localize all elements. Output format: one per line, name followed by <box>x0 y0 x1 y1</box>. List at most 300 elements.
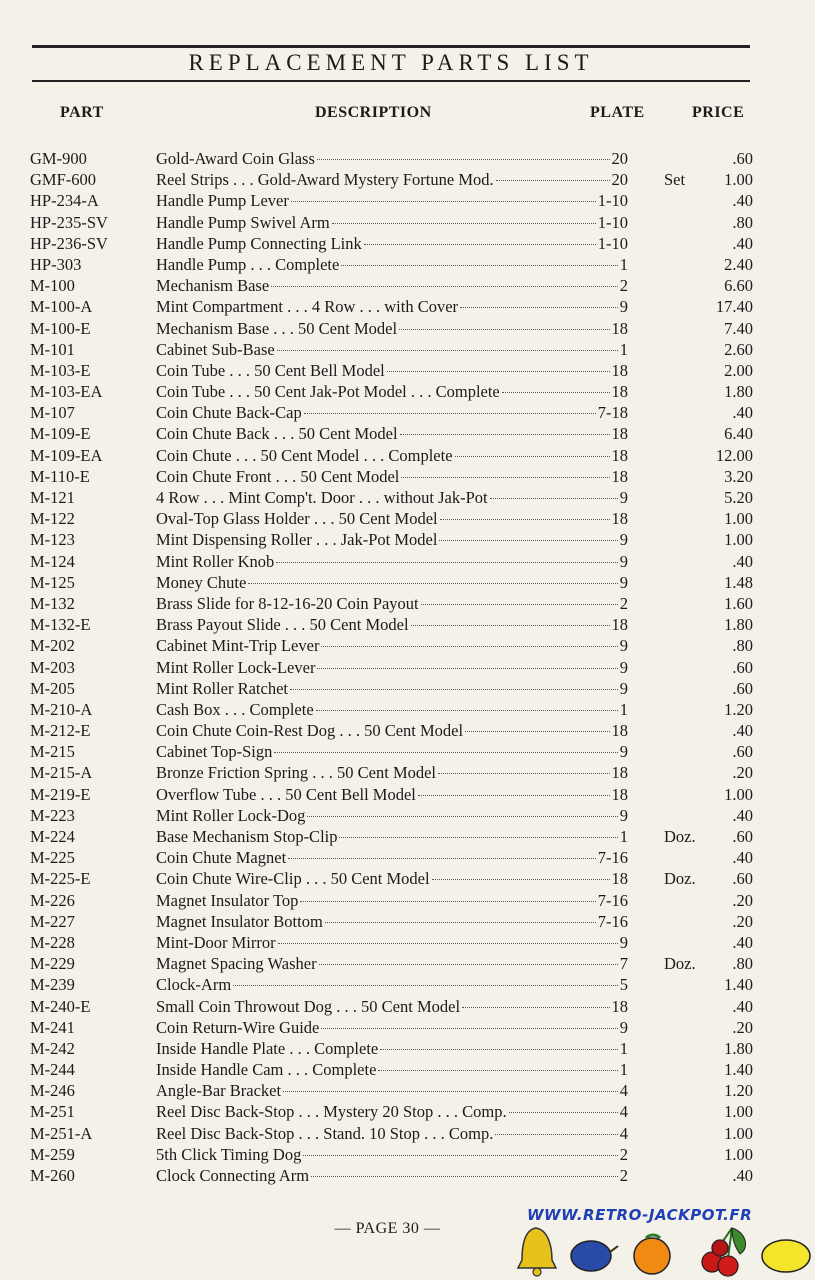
plate-number: 4 <box>619 1081 628 1101</box>
part-number: M-251-A <box>30 1123 93 1143</box>
description: Coin Chute Front . . . 50 Cent Model <box>156 466 400 486</box>
description-cell <box>156 847 628 868</box>
plate-number: 1 <box>619 699 628 719</box>
price: 1.00 <box>724 784 753 804</box>
price: .40 <box>732 932 753 952</box>
description: Angle-Bar Bracket <box>156 1081 282 1101</box>
table-row <box>0 974 815 995</box>
plate-number: 2 <box>619 1166 628 1185</box>
plate-number: 2 <box>619 276 628 296</box>
table-row <box>0 1038 815 1059</box>
description-cell <box>156 190 628 211</box>
plate-number: 9 <box>619 657 628 677</box>
plate-number: 1 <box>619 254 628 274</box>
part-number: M-122 <box>30 509 75 529</box>
table-row <box>0 1017 815 1038</box>
table-row <box>0 148 815 169</box>
table-row <box>0 318 815 339</box>
plate-number: 18 <box>611 318 628 338</box>
dot-leader <box>317 159 610 160</box>
description-cell <box>156 762 628 783</box>
top-rule <box>32 45 750 48</box>
price: .20 <box>732 1017 753 1037</box>
plate-number: 1-10 <box>597 191 628 211</box>
plate-number: 9 <box>619 742 628 762</box>
plate-number: 9 <box>619 297 628 317</box>
dot-leader <box>490 498 618 499</box>
part-number: M-244 <box>30 1060 75 1080</box>
description: Brass Payout Slide . . . 50 Cent Model <box>156 615 409 635</box>
part-number: M-224 <box>30 827 75 846</box>
plate-number: 9 <box>619 805 628 825</box>
dot-leader <box>339 837 617 838</box>
dot-leader <box>317 668 617 669</box>
dot-leader <box>364 244 596 245</box>
price: .80 <box>732 212 753 232</box>
part-number: M-123 <box>30 530 75 550</box>
table-row <box>0 868 815 889</box>
price: 1.40 <box>724 975 753 995</box>
description: Magnet Insulator Bottom <box>156 911 323 931</box>
table-row <box>0 911 815 932</box>
plate-number: 18 <box>611 996 628 1016</box>
part-number: M-215-A <box>30 763 93 783</box>
dot-leader <box>400 434 610 435</box>
dot-leader <box>411 625 610 626</box>
plate-number: 18 <box>611 869 628 889</box>
orange-icon <box>634 1235 670 1274</box>
table-row <box>0 360 815 381</box>
column-header-price: PRICE <box>692 104 745 121</box>
price: .20 <box>732 911 753 931</box>
description: 5th Click Timing Dog <box>156 1144 302 1164</box>
description-cell <box>156 318 628 339</box>
plate-number: 1 <box>619 1038 628 1058</box>
table-row <box>0 275 815 296</box>
dot-leader <box>300 901 595 902</box>
description: Clock Connecting Arm <box>156 1166 310 1185</box>
table-row <box>0 190 815 211</box>
dot-leader <box>283 1091 618 1092</box>
dot-leader <box>341 265 617 266</box>
description: Cabinet Sub-Base <box>156 339 275 359</box>
description-cell <box>156 741 628 762</box>
dot-leader <box>401 477 609 478</box>
description-cell <box>156 339 628 360</box>
plate-number: 9 <box>619 1017 628 1037</box>
price: .80 <box>732 954 753 974</box>
plate-number: 18 <box>611 784 628 804</box>
table-row <box>0 445 815 466</box>
description: Oval-Top Glass Holder . . . 50 Cent Model <box>156 509 438 529</box>
description: Handle Pump . . . Complete <box>156 254 340 274</box>
description: Cabinet Mint-Trip Lever <box>156 636 320 656</box>
part-number: M-100-E <box>30 318 91 338</box>
plate-number: 2 <box>619 593 628 613</box>
description: Mint Compartment . . . 4 Row . . . with Cover <box>156 297 459 317</box>
price: .40 <box>732 721 753 741</box>
table-row <box>0 847 815 868</box>
description-cell <box>156 212 628 233</box>
plate-number: 20 <box>611 170 628 190</box>
table-row <box>0 487 815 508</box>
cherries-icon <box>702 1228 746 1276</box>
dot-leader <box>502 392 610 393</box>
dot-leader <box>278 943 618 944</box>
price: .60 <box>732 742 753 762</box>
description-cell <box>156 868 628 889</box>
part-number: M-103-EA <box>30 382 103 402</box>
part-number: M-259 <box>30 1144 75 1164</box>
price: 1.00 <box>724 509 753 529</box>
table-row <box>0 572 815 593</box>
table-row <box>0 529 815 550</box>
description-cell <box>156 381 628 402</box>
price: 7.40 <box>724 318 753 338</box>
table-row <box>0 657 815 678</box>
dot-leader <box>277 350 618 351</box>
plate-number: 9 <box>619 488 628 507</box>
plate-number: 9 <box>619 932 628 952</box>
description-cell <box>156 974 628 995</box>
part-number: M-109-E <box>30 424 91 444</box>
dot-leader <box>439 540 617 541</box>
part-number: M-251 <box>30 1102 75 1122</box>
dot-leader <box>421 604 618 605</box>
part-number: M-109-EA <box>30 445 103 465</box>
dot-leader <box>378 1070 617 1071</box>
description: Reel Strips . . . Gold-Award Mystery Fortune Mod. <box>156 170 494 190</box>
description: Mechanism Base <box>156 276 270 296</box>
description-cell <box>156 699 628 720</box>
dot-leader <box>465 731 609 732</box>
description: Handle Pump Connecting Link <box>156 233 362 253</box>
dot-leader <box>316 710 618 711</box>
price: .40 <box>732 233 753 253</box>
price: 1.00 <box>724 170 753 190</box>
dot-leader <box>387 371 610 372</box>
plate-number: 9 <box>619 636 628 656</box>
table-row <box>0 339 815 360</box>
dot-leader <box>509 1112 618 1113</box>
plate-number: 18 <box>611 445 628 465</box>
price: .20 <box>732 763 753 783</box>
description-cell <box>156 1144 628 1165</box>
plate-number: 7-18 <box>597 403 628 423</box>
description-cell <box>156 635 628 656</box>
description: Brass Slide for 8-12-16-20 Coin Payout <box>156 593 419 613</box>
dot-leader <box>319 964 618 965</box>
plate-number: 20 <box>611 149 628 168</box>
description-cell <box>156 1017 628 1038</box>
dot-leader <box>495 1134 617 1135</box>
part-number: M-229 <box>30 954 75 974</box>
description: Small Coin Throwout Dog . . . 50 Cent Model <box>156 996 461 1016</box>
description-cell <box>156 508 628 529</box>
description: Bronze Friction Spring . . . 50 Cent Model <box>156 763 437 783</box>
part-number: M-242 <box>30 1038 75 1058</box>
unit: Doz. <box>664 869 696 889</box>
description: Mint Roller Lock-Lever <box>156 657 316 677</box>
table-row <box>0 996 815 1017</box>
part-number: M-110-E <box>30 466 90 486</box>
table-row <box>0 826 815 847</box>
price: .40 <box>732 551 753 571</box>
table-row <box>0 551 815 572</box>
price: 3.20 <box>724 466 753 486</box>
description-cell <box>156 1101 628 1122</box>
plate-number: 7-16 <box>597 890 628 910</box>
part-number: M-225 <box>30 848 75 868</box>
description-cell <box>156 720 628 741</box>
description: Inside Handle Plate . . . Complete <box>156 1038 379 1058</box>
table-row <box>0 890 815 911</box>
watermark-fruits <box>514 1224 814 1280</box>
description-cell <box>156 360 628 381</box>
description: Handle Pump Lever <box>156 191 289 211</box>
price: 1.20 <box>724 1081 753 1101</box>
part-number: M-100 <box>30 276 75 296</box>
part-number: M-121 <box>30 488 75 507</box>
description: Mint Roller Lock-Dog <box>156 805 306 825</box>
description: Mint-Door Mirror <box>156 932 276 952</box>
price: .20 <box>732 890 753 910</box>
unit: Set <box>664 170 686 190</box>
plate-number: 1-10 <box>597 212 628 232</box>
plate-number: 9 <box>619 551 628 571</box>
dot-leader <box>325 922 596 923</box>
dot-leader <box>496 180 610 181</box>
part-number: M-228 <box>30 932 75 952</box>
part-number: HP-236-SV <box>30 233 108 253</box>
plate-number: 5 <box>619 975 628 995</box>
description-cell <box>156 826 628 847</box>
part-number: M-100-A <box>30 297 93 317</box>
plate-number: 7 <box>619 954 628 974</box>
price: 1.60 <box>724 593 753 613</box>
dot-leader <box>462 1007 609 1008</box>
plate-number: 18 <box>611 509 628 529</box>
price: .60 <box>732 657 753 677</box>
description: Mechanism Base . . . 50 Cent Model <box>156 318 398 338</box>
price: .40 <box>732 191 753 211</box>
table-row <box>0 741 815 762</box>
dot-leader <box>248 583 617 584</box>
price: .60 <box>732 827 753 846</box>
plate-number: 7-16 <box>597 911 628 931</box>
part-number: M-241 <box>30 1017 75 1037</box>
plate-number: 9 <box>619 572 628 592</box>
plum-icon <box>571 1241 618 1271</box>
plate-number: 1 <box>619 1060 628 1080</box>
description: Coin Chute Wire-Clip . . . 50 Cent Model <box>156 869 430 889</box>
table-row <box>0 593 815 614</box>
description: Money Chute <box>156 572 247 592</box>
description-cell <box>156 911 628 932</box>
dot-leader <box>304 413 596 414</box>
description-cell <box>156 614 628 635</box>
part-number: M-125 <box>30 572 75 592</box>
part-number: M-202 <box>30 636 75 656</box>
price: 12.00 <box>715 445 753 465</box>
price: 2.40 <box>724 254 753 274</box>
price: 1.48 <box>724 572 753 592</box>
part-number: M-101 <box>30 339 75 359</box>
description: Coin Tube . . . 50 Cent Jak-Pot Model . . . Complete <box>156 382 500 402</box>
description-cell <box>156 529 628 550</box>
description: Clock-Arm <box>156 975 232 995</box>
table-row <box>0 678 815 699</box>
price: 1.80 <box>724 615 753 635</box>
description-cell <box>156 932 628 953</box>
plate-number: 18 <box>611 763 628 783</box>
dot-leader <box>311 1176 618 1177</box>
description: Cabinet Top-Sign <box>156 742 273 762</box>
table-row <box>0 1059 815 1080</box>
price: 1.00 <box>724 1144 753 1164</box>
part-number: HP-235-SV <box>30 212 108 232</box>
unit: Doz. <box>664 954 696 974</box>
description-cell <box>156 593 628 614</box>
lemon-icon <box>762 1240 810 1272</box>
description: Gold-Award Coin Glass <box>156 149 315 168</box>
plate-number: 18 <box>611 382 628 402</box>
dot-leader <box>291 201 596 202</box>
price: 6.60 <box>724 276 753 296</box>
part-number: M-205 <box>30 678 75 698</box>
description-cell <box>156 275 628 296</box>
description-cell <box>156 1123 628 1144</box>
parts-table <box>0 148 815 1186</box>
part-number: M-223 <box>30 805 75 825</box>
description-cell <box>156 551 628 572</box>
table-row <box>0 1101 815 1122</box>
dot-leader <box>307 816 617 817</box>
price: 1.80 <box>724 382 753 402</box>
price: 1.20 <box>724 699 753 719</box>
dot-leader <box>288 858 596 859</box>
table-row <box>0 762 815 783</box>
description-cell <box>156 402 628 423</box>
part-number: HP-303 <box>30 254 82 274</box>
description: Coin Chute Back-Cap <box>156 403 302 423</box>
dot-leader <box>321 1028 617 1029</box>
price: 1.00 <box>724 530 753 550</box>
dot-leader <box>432 879 610 880</box>
part-number: M-226 <box>30 890 75 910</box>
part-number: M-215 <box>30 742 75 762</box>
description-cell <box>156 487 628 508</box>
description-cell <box>156 296 628 317</box>
description-cell <box>156 996 628 1017</box>
plate-number: 1 <box>619 339 628 359</box>
unit: Doz. <box>664 827 696 846</box>
plate-number: 9 <box>619 678 628 698</box>
price: 1.00 <box>724 1102 753 1122</box>
plate-number: 18 <box>611 615 628 635</box>
description-cell <box>156 657 628 678</box>
description: Overflow Tube . . . 50 Cent Bell Model <box>156 784 416 804</box>
part-number: GMF-600 <box>30 170 97 190</box>
price: .40 <box>732 996 753 1016</box>
description: Handle Pump Swivel Arm <box>156 212 330 232</box>
description: Coin Chute . . . 50 Cent Model . . . Complete <box>156 445 453 465</box>
description-cell <box>156 890 628 911</box>
plate-number: 18 <box>611 424 628 444</box>
price: .40 <box>732 805 753 825</box>
dot-leader <box>440 519 610 520</box>
table-row <box>0 402 815 423</box>
table-row <box>0 296 815 317</box>
price: 2.00 <box>724 360 753 380</box>
description-cell <box>156 233 628 254</box>
plate-number: 4 <box>619 1123 628 1143</box>
page-number: — PAGE 30 — <box>334 1220 441 1237</box>
description: Inside Handle Cam . . . Complete <box>156 1060 377 1080</box>
dot-leader <box>380 1049 618 1050</box>
table-row <box>0 254 815 275</box>
description: Coin Chute Magnet <box>156 848 287 868</box>
table-row <box>0 1123 815 1144</box>
dot-leader <box>303 1155 617 1156</box>
part-number: M-103-E <box>30 360 91 380</box>
dot-leader <box>271 286 618 287</box>
part-number: M-210-A <box>30 699 93 719</box>
part-number: M-107 <box>30 403 75 423</box>
dot-leader <box>418 795 610 796</box>
description: Base Mechanism Stop-Clip <box>156 827 338 846</box>
dot-leader <box>399 329 609 330</box>
part-number: HP-234-A <box>30 191 99 211</box>
table-row <box>0 1165 815 1186</box>
table-row <box>0 466 815 487</box>
table-row <box>0 614 815 635</box>
dot-leader <box>438 773 609 774</box>
description-cell <box>156 254 628 275</box>
description: Mint Dispensing Roller . . . Jak-Pot Model <box>156 530 438 550</box>
column-header-plate: PLATE <box>590 104 645 121</box>
table-row <box>0 212 815 233</box>
price: 1.80 <box>724 1038 753 1058</box>
plate-number: 1 <box>619 827 628 846</box>
part-number: M-240-E <box>30 996 91 1016</box>
dot-leader <box>455 456 610 457</box>
description: 4 Row . . . Mint Comp't. Door . . . without Jak-Pot <box>156 488 488 507</box>
table-row <box>0 805 815 826</box>
description-cell <box>156 445 628 466</box>
description-cell <box>156 423 628 444</box>
plate-number: 18 <box>611 360 628 380</box>
description-cell <box>156 169 628 190</box>
price: 5.20 <box>724 488 753 507</box>
watermark-url: WWW.RETRO-JACKPOT.FR <box>527 1206 753 1224</box>
description: Coin Return-Wire Guide <box>156 1017 320 1037</box>
dot-leader <box>290 689 618 690</box>
description-cell <box>156 572 628 593</box>
table-row <box>0 953 815 974</box>
description-cell <box>156 1038 628 1059</box>
table-row <box>0 932 815 953</box>
part-number: M-225-E <box>30 869 91 889</box>
dot-leader <box>332 223 596 224</box>
table-row <box>0 784 815 805</box>
part-number: M-260 <box>30 1166 75 1185</box>
table-row <box>0 381 815 402</box>
description: Coin Chute Coin-Rest Dog . . . 50 Cent Model <box>156 721 464 741</box>
price: .60 <box>732 678 753 698</box>
dot-leader <box>274 752 617 753</box>
price: .40 <box>732 848 753 868</box>
